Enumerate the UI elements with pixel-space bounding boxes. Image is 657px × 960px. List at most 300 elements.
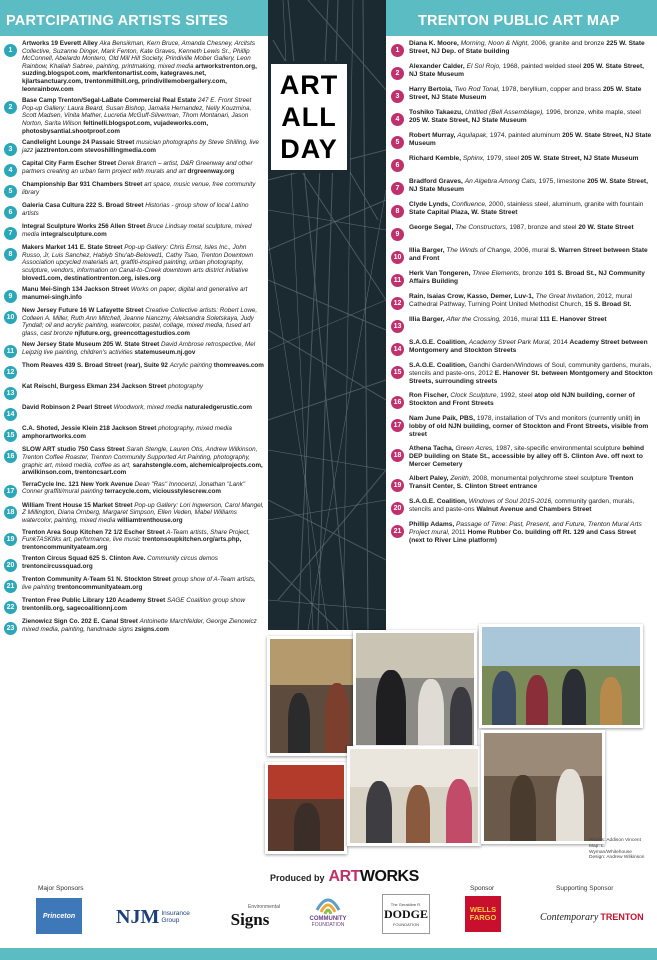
artist-name: Diana K. Moore, — [409, 40, 459, 47]
artwork-details: 2016, mural — [502, 316, 538, 323]
artist-site-title: Trenton Community A-Team 51 N. Stockton Street — [22, 576, 171, 584]
photo-credits — [589, 838, 649, 861]
artist-site-entry — [4, 502, 266, 525]
public-art-entry — [391, 316, 653, 333]
artist-site-text — [22, 555, 266, 570]
public-art-text — [409, 316, 607, 324]
njm-logo-sub1: Insurance — [161, 910, 190, 917]
public-art-text — [409, 270, 653, 286]
artist-site-entry — [4, 481, 266, 498]
artist-site-links: terracycle.com, viciousstylescrew.com — [104, 488, 221, 496]
artist-site-entry — [4, 618, 266, 635]
artist-name: Clyde Lynds, — [409, 201, 450, 208]
artist-site-text — [22, 576, 266, 591]
logo-line-2: ALL — [281, 102, 337, 132]
public-art-text — [409, 40, 653, 56]
bottom-banner — [0, 948, 657, 960]
artist-site-description: Creative Collective artists: Robert Lowe, Colleen A. Miller, Ruth Ann Mitchell, Jeanne Nanczny, Aleksandra Soletskaya, Judy Tyndall; oil and acrylic painting, watercolor, pastel, collage, mixed media, fused art glass, cast bronze — [22, 307, 258, 337]
artist-site-links: bloved1.com, destinationtrenton.org, isles.org — [22, 274, 161, 282]
artist-site-title: Integral Sculpture Works 256 Allen Street — [22, 223, 146, 231]
site-number-marker: 21 — [4, 580, 17, 593]
artist-site-description: Community circus demos — [147, 555, 218, 563]
public-art-list — [391, 40, 653, 551]
artwork-details: 1978, beryllium, copper and brass — [501, 86, 602, 93]
artist-site-title: Trenton Area Soup Kitchen 72 1/2 Escher Street — [22, 528, 165, 536]
artwork-details: 1974, painted aluminum — [489, 132, 561, 139]
public-art-entry — [391, 339, 653, 356]
artist-site-description: musician photographs by Steve Shilling, live jazz — [22, 139, 259, 154]
artist-name: Robert Murray, — [409, 132, 456, 139]
artist-name: Albert Paley, — [409, 475, 449, 482]
artist-site-title: David Robinson 2 Pearl Street — [22, 404, 112, 412]
artist-site-description: A-Team artists, Share Project, FunkTASKtiks art, performance, live music — [22, 528, 251, 544]
artwork-details: 1996, bronze, white maple, steel — [545, 109, 641, 116]
artist-site-entry — [4, 383, 266, 400]
site-number-marker: 13 — [4, 387, 17, 400]
artist-site-entry — [4, 555, 266, 572]
artist-site-links: integralsculpture.com — [40, 230, 107, 238]
artist-site-description: Antoinette Marchfelder, George Zienowicz mixed media, painting, handmade signs — [22, 618, 257, 633]
artist-site-title: New Jersey State Museum 205 W. State Street — [22, 341, 160, 349]
artwork-details: 1987, site-specific environmental sculpture — [495, 445, 621, 452]
artist-site-text — [22, 481, 266, 496]
artist-site-title: Makers Market 141 E. State Street — [22, 244, 123, 252]
dodge-logo-top: The Geraldine R. — [390, 901, 422, 907]
artist-site-text — [22, 40, 266, 93]
artwork-location: 205 W. State Street, NJ State Museum — [409, 132, 652, 147]
art-number-marker: 12 — [391, 297, 404, 310]
njm-logo-text: NJM — [116, 905, 160, 928]
artist-site-entry — [4, 425, 266, 442]
public-art-entry — [391, 109, 653, 126]
site-number-marker: 22 — [4, 601, 17, 614]
site-number-marker: 12 — [4, 366, 17, 379]
artist-site-entry — [4, 341, 266, 358]
artist-site-entry — [4, 307, 266, 337]
artist-name: Harry Bertoia, — [409, 86, 453, 93]
artist-site-entry — [4, 181, 266, 198]
art-number-marker: 3 — [391, 90, 404, 103]
artist-site-title: C.A. Shoted, Jessie Klein 218 Jackson Street — [22, 425, 157, 433]
artwork-title: Two Rod Tonal, — [454, 86, 500, 93]
artists-sites-title: PARTCIPATING ARTISTS SITES — [6, 13, 229, 29]
wells-fargo-line2: FARGO — [469, 913, 497, 922]
public-art-entry — [391, 224, 653, 241]
artist-site-title: TerraCycle Inc. 121 New York Avenue — [22, 480, 133, 488]
artwork-location: 101 S. Broad St., NJ Community Affairs Building — [409, 270, 645, 285]
public-art-text — [409, 293, 653, 309]
public-art-text — [409, 178, 653, 194]
artist-site-links: drgreenway.org — [187, 167, 235, 175]
artwork-location: Trenton Transit Center, S. Clinton Street entrance — [409, 475, 634, 490]
wells-fargo-logo — [465, 896, 501, 932]
public-art-text — [409, 155, 638, 163]
contemporary-text: Contemporary — [540, 911, 599, 923]
public-art-text — [409, 521, 653, 545]
artist-site-entry — [4, 529, 266, 552]
public-art-text — [409, 415, 653, 439]
artist-site-title: Artworks 19 Everett Alley — [22, 40, 98, 47]
artist-site-text — [22, 404, 252, 412]
site-number-marker: 5 — [4, 185, 17, 198]
dodge-logo-text: DODGE — [383, 906, 428, 921]
artist-site-entry — [4, 286, 266, 303]
artwork-title: The Great Invitation, — [535, 293, 596, 300]
art-number-marker: 5 — [391, 136, 404, 149]
art-number-marker: 1 — [391, 44, 404, 57]
photo-performance — [481, 730, 605, 844]
artist-site-description: Aka Bensikman, Kern Bruce, Amanda Chesney, Arcitsts Collective, Suzanne Dinger, Mark Fenton, Kate Graves, Kenneth Lewis Sr., Phillip McConnell, Abelardo Montero, Old Mill Hill Society, Prindiville Mober Gallery, Leon Rainbow, Khaliah Sabree, painting, printmaking, mixed media — [22, 40, 255, 70]
site-number-marker: 15 — [4, 429, 17, 442]
artwork-details: 2014 — [553, 339, 568, 346]
artwork-location: 205 W. State Street, NJ State Museum — [409, 178, 648, 193]
public-art-entry — [391, 415, 653, 439]
site-number-marker: 11 — [4, 345, 17, 358]
artwork-location: in lobby of old NJN building, corner of Stockton and Front Streets, visible from street — [409, 415, 649, 438]
artist-name: S.A.G.E. Coalition, — [409, 498, 467, 505]
site-number-marker: 7 — [4, 227, 17, 240]
artwork-title: Untitled (Bell Assemblage), — [464, 109, 545, 116]
artist-site-description: photography — [167, 383, 203, 391]
art-number-marker: 10 — [391, 251, 404, 264]
site-number-marker: 14 — [4, 408, 17, 421]
artist-site-text — [22, 202, 266, 217]
artwork-details: Gandhi Garden/Windows of Soul, community gardens, murals, stencils and paste-ons, 2012 — [409, 362, 652, 377]
artist-site-title: Thom Reaves 439 S. Broad Street (rear), Suite 92 — [22, 362, 168, 370]
artist-name: Ron Fischer, — [409, 392, 449, 399]
artist-site-title: Zienowicz Sign Co. 202 E. Canal Street — [22, 618, 138, 626]
artist-site-title: Capital City Farm Escher Street — [22, 160, 117, 168]
artwork-title: Passage of Time: Past, Present, and Future, Trenton Mural Arts Project mural, — [409, 521, 642, 536]
art-number-marker: 2 — [391, 67, 404, 80]
artist-site-description: 247 E. Front Street Pop-up Gallery: Laura Beard, Susan Bishop, Jamaila Hernandez, Nelly Kouzmina, Scott Madsen, Vinita Mather, Lucretia McGuff-Silverman, Thom Montanari, Jason Norton, Sarita Wilson — [22, 97, 252, 127]
public-art-entry — [391, 475, 653, 492]
photo-paintings-wall — [265, 762, 347, 854]
artist-site-title: Candlelight Lounge 24 Passaic Street — [22, 139, 135, 147]
artist-site-text — [22, 362, 264, 370]
artwork-location: behind DEP building on State St., accessible by alley off S. Clinton Ave. off next to Mercer Cemetery — [409, 445, 644, 468]
artist-site-text — [22, 425, 266, 440]
artist-site-description: Derek Branch – artist, D&R Greenway and other partners creating an urban farm project with murals and art — [22, 160, 253, 175]
artist-site-description: David Ambrose retrospective, Mel Leipzig live painting, children's activities — [22, 341, 256, 357]
art-number-marker: 16 — [391, 396, 404, 409]
art-number-marker: 14 — [391, 343, 404, 356]
artist-site-description: photography, mixed media — [158, 425, 232, 433]
artwork-title: Clock Sculpture, — [450, 392, 499, 399]
art-number-marker: 15 — [391, 366, 404, 379]
artwork-title: Aquilapak, — [457, 132, 489, 139]
art-number-marker: 13 — [391, 320, 404, 333]
artist-site-text — [22, 383, 203, 391]
artist-site-text — [22, 244, 266, 282]
artist-site-entry — [4, 362, 266, 379]
artist-site-title: Base Camp Trenton/Segal-LaBate Commercial Real Estate — [22, 97, 197, 105]
artist-site-description: Sarah Stengle, Lauren Otis, Andrew Wilkinson, Trenton Coffee Roaster, Trenton Community Supported Art Painting, photography, graphic art, mixed media, coffee as art, — [22, 446, 258, 469]
signs-logo-text: Signs — [230, 910, 270, 929]
artwork-location: State Capital Plaza, W. State Street — [409, 209, 518, 216]
artwork-details: 1978, installation of TVs and monitors (currently unlit) — [476, 415, 633, 422]
artwork-title: Academy Street Park Mural, — [468, 339, 552, 346]
artwork-location: Walnut Avenue and Chambers Street — [476, 506, 592, 513]
artist-site-description: Bruce Lindsay metal sculpture, mixed media — [22, 223, 252, 238]
artwork-location: 111 E. Hanover Street — [539, 316, 607, 323]
artist-name: Phillip Adams, — [409, 521, 455, 528]
art-number-marker: 19 — [391, 479, 404, 492]
public-art-text — [409, 132, 653, 148]
artist-name: Alexander Calder, — [409, 63, 465, 70]
sponsor-label: Sponsor — [470, 885, 495, 892]
njm-logo — [116, 904, 196, 930]
credit-map: Map: L. Wyman/Whitehouse — [589, 843, 632, 855]
public-art-entry — [391, 40, 653, 57]
public-art-entry — [391, 362, 653, 386]
artist-name: Richard Kemble, — [409, 155, 462, 162]
artist-name: Toshiko Takaezu, — [409, 109, 463, 116]
site-number-marker: 20 — [4, 559, 17, 572]
produced-by-label: Produced by — [270, 873, 325, 883]
artwork-title: Confluence, — [451, 201, 487, 208]
artwork-title: Windows of Soul 2015-2016, — [468, 498, 553, 505]
supporting-sponsor-label: Supporting Sponsor — [556, 885, 614, 892]
site-number-marker: 4 — [4, 164, 17, 177]
artwork-location: E. Hanover St. between Montgomery and Stockton Streets, surrounding streets — [409, 370, 653, 385]
artist-site-entry — [4, 223, 266, 240]
artist-site-title: William Trent House 15 Market Street — [22, 501, 133, 509]
artist-name: George Segal, — [409, 224, 454, 231]
artwork-details: 2008, monumental polychrome steel sculpture — [472, 475, 608, 482]
artwork-title: Sphinx, — [462, 155, 485, 162]
public-art-map-title: TRENTON PUBLIC ART MAP — [418, 13, 620, 29]
princeton-logo: Princeton — [36, 898, 82, 934]
artist-site-text — [22, 286, 266, 301]
artwork-title: Zenith, — [450, 475, 471, 482]
artist-site-text — [22, 139, 266, 154]
site-number-marker: 9 — [4, 290, 17, 303]
artist-site-links: feltinelli.blogspot.com, vujadeworks.com, photosbysantial.shootproof.com — [22, 119, 209, 135]
artist-site-text — [22, 341, 266, 356]
artist-site-entry — [4, 97, 266, 135]
artist-site-title: Galeria Casa Cultura 222 S. Broad Street — [22, 202, 144, 210]
artist-name: Illia Barger, — [409, 316, 445, 323]
photo-artist-talk — [353, 630, 477, 748]
artist-site-links: artworkstrenton.org, suzding.blogspot.com, markfentonartist.com, kategraves.net, kjlartsanctuary.com, trentonmillhill.org, prindivillemobergallery.com, leonrainbow.com — [22, 62, 257, 93]
artist-site-description: Pop-up Gallery: Chris Ernst, Isles Inc., John Russo, Jr, Luis Sanchez, Habiyb Shu'ab-Beloved1, Cathy Tsao, Trenton Downtown Association upcycled materials art, graffiti-inspired painting, urban photography, sculpture, vendors, information on Canal-to-Creek downtown arts district initiative — [22, 244, 254, 274]
art-all-day-logo — [268, 61, 350, 173]
public-art-text — [409, 392, 653, 408]
artist-site-description: group show of A-Team artists, live painting — [22, 576, 256, 591]
artwork-details: 2006, mural — [513, 247, 549, 254]
artist-site-text — [22, 618, 266, 633]
art-number-marker: 20 — [391, 502, 404, 515]
site-number-marker: 2 — [4, 101, 17, 114]
njm-logo-sub2: Group — [161, 917, 180, 924]
artist-site-links: amphorartworks.com — [22, 433, 87, 441]
artist-site-description: Woodwork, mixed media — [113, 404, 183, 412]
artwork-title: Green Acres, — [455, 445, 495, 452]
site-number-marker: 18 — [4, 506, 17, 519]
artwork-title: Three Elements, — [472, 270, 521, 277]
public-art-entry — [391, 392, 653, 409]
artist-site-links: naturaledgerustic.com — [184, 404, 252, 412]
public-art-text — [409, 475, 653, 491]
art-number-marker: 6 — [391, 159, 404, 172]
artist-site-text — [22, 529, 266, 552]
artwork-details: 1987, bronze and steel — [509, 224, 577, 231]
public-art-text — [409, 109, 653, 125]
artist-name: Rain, Isaias Crow, Kasso, Demer, Luv-1, — [409, 293, 534, 300]
artist-name: Nam June Paik, PBS, — [409, 415, 475, 422]
logo-line-3: DAY — [280, 134, 338, 164]
public-art-entry — [391, 270, 653, 287]
artworks-logo — [329, 868, 419, 886]
site-number-marker: 3 — [4, 143, 17, 156]
art-number-marker: 7 — [391, 182, 404, 195]
artist-site-entry — [4, 404, 266, 421]
artwork-location: S. Warren Street between State and Front — [409, 247, 648, 262]
artwork-location: 205 W. State Street, NJ State Museum — [409, 117, 527, 124]
artwork-details: 1992, steel — [500, 392, 533, 399]
public-art-entry — [391, 86, 653, 103]
art-number-marker: 17 — [391, 419, 404, 432]
artist-site-title: Kat Reischl, Burgess Ekman 234 Jackson Street — [22, 383, 167, 391]
artist-name: Herk Van Tongeren, — [409, 270, 471, 277]
site-number-marker: 16 — [4, 450, 17, 463]
art-number-marker: 8 — [391, 205, 404, 218]
artwork-location: 205 W. State Street, NJ State Museum — [409, 86, 642, 101]
artwork-location: 20 W. State Street — [578, 224, 634, 231]
artwork-title: The Winds of Change, — [446, 247, 512, 254]
artist-name: Illia Barger, — [409, 247, 445, 254]
photo-collage — [265, 622, 657, 852]
artist-name: Athena Tacha, — [409, 445, 454, 452]
artist-site-description: Dean "Ras" Innocenzi, Jonathan "Lank" Conner graffiti/mural painting — [22, 480, 246, 496]
artist-site-description: art space, music venue, free community library — [22, 181, 256, 196]
artwork-details: 2000, stainless steel, aluminum, granite with fountain — [488, 201, 644, 208]
artwork-location: 15 S. Broad St. — [584, 301, 632, 308]
artwork-title: The Constructors, — [455, 224, 508, 231]
artist-site-title: Trenton Free Public Library 120 Academy Street — [22, 597, 166, 605]
artist-site-title: Manu Mei-Singh 134 Jackson Street — [22, 286, 130, 294]
artist-site-links: trentonsoupkitchen.org/arts.php, trentoncommunityateam.org — [22, 536, 242, 551]
public-art-text — [409, 224, 634, 232]
public-art-entry — [391, 132, 653, 149]
artist-name: S.A.G.E. Coalition, — [409, 362, 467, 369]
public-art-entry — [391, 178, 653, 195]
public-art-text — [409, 362, 653, 386]
public-art-entry — [391, 201, 653, 218]
artist-site-description: Historias - group show of local Latino artists — [22, 202, 249, 217]
photo-gallery-interior — [267, 636, 365, 756]
artwork-title: El Sol Rojo, — [466, 63, 502, 70]
artist-site-links: statemuseum.nj.gov — [134, 349, 196, 357]
artist-site-text — [22, 181, 266, 196]
public-art-text — [409, 247, 653, 263]
public-art-entry — [391, 521, 653, 545]
artist-name: Bradford Graves, — [409, 178, 463, 185]
artwork-details: 1979, steel — [486, 155, 519, 162]
art-number-marker: 11 — [391, 274, 404, 287]
artist-site-description: Acrylic painting — [169, 362, 213, 370]
public-art-text — [409, 339, 653, 355]
site-number-marker: 10 — [4, 311, 17, 324]
artist-site-text — [22, 97, 266, 135]
artwork-details: 1968, painted welded steel — [502, 63, 582, 70]
artwork-location: Home Rubber Co. building off Rt. 129 and Cass Street (next to River Line platform) — [409, 529, 637, 544]
artworks-logo-art: ART — [328, 868, 360, 885]
public-art-entry — [391, 63, 653, 80]
artwork-details: 2011 — [451, 529, 466, 536]
artist-site-links: thomreaves.com — [213, 362, 264, 370]
site-number-marker: 1 — [4, 44, 17, 57]
artist-name: S.A.G.E. Coalition, — [409, 339, 467, 346]
artist-site-title: New Jersey Future 16 W Lafayette Street — [22, 307, 144, 315]
artworks-logo-works: WORKS — [359, 868, 419, 885]
artist-site-title: Trenton Circus Squad 625 S. Clinton Ave. — [22, 555, 146, 563]
wells-fargo-line1: WELLS — [469, 905, 497, 914]
major-sponsors-label: Major Sponsors — [38, 885, 84, 892]
contemporary-trenton-logo — [540, 904, 644, 930]
community-foundation-icon — [315, 894, 341, 916]
artist-site-links: trentoncommunityateam.org — [57, 584, 143, 591]
public-art-entry — [391, 155, 653, 172]
artist-site-links: williamtrenthouse.org — [117, 517, 183, 525]
artist-site-entry — [4, 576, 266, 593]
artist-site-description: Pop-up Gallery: Lori Ingwerson, Carol Mangel, Z Millington, Diana Ornberg, Margaret Simpson, Ellen Veden, Mabel Williams watercolor, painting, mixed media — [22, 501, 264, 525]
public-art-text — [409, 201, 653, 217]
artist-site-entry — [4, 597, 266, 614]
artists-sites-list — [4, 40, 266, 639]
logo-line-1: ART — [279, 70, 339, 100]
public-art-entry — [391, 293, 653, 310]
site-number-marker: 19 — [4, 533, 17, 546]
community-foundation-text: COMMUNITY — [309, 916, 347, 922]
artist-site-entry — [4, 244, 266, 282]
credit-design: Design: Andrew Wilkinson — [589, 855, 645, 861]
site-number-marker: 8 — [4, 248, 17, 261]
signs-logo-sub: Environmental — [248, 904, 280, 910]
photo-street-crowd — [479, 624, 643, 728]
artwork-details: bronze — [522, 270, 543, 277]
public-art-text — [409, 498, 653, 514]
artist-site-description: Works on paper, digital and generative art — [130, 286, 248, 294]
dodge-logo-sub: FOUNDATION — [392, 921, 420, 927]
public-art-entry — [391, 445, 653, 469]
artwork-details: 2012, mural Cathedral Pathway, Turning Point United Methodist Church, — [409, 293, 632, 308]
artwork-location: 205 W. State Street, NJ State Museum — [409, 63, 644, 78]
artist-site-text — [22, 446, 266, 476]
site-number-marker: 23 — [4, 622, 17, 635]
artist-site-entry — [4, 139, 266, 156]
artist-site-text — [22, 160, 266, 175]
art-number-marker: 21 — [391, 525, 404, 538]
artwork-details: community garden, murals, stencils and paste-ons — [409, 498, 635, 513]
artist-site-links: manumei-singh.info — [22, 293, 82, 301]
public-art-text — [409, 63, 653, 79]
artwork-details: 1975, limestone — [538, 178, 586, 185]
art-number-marker: 4 — [391, 113, 404, 126]
artist-site-entry — [4, 202, 266, 219]
artist-site-text — [22, 223, 266, 238]
artwork-title: Morning, Noon & Night, — [460, 40, 530, 47]
artwork-location: 225 W. State Street, NJ Dep. of State building — [409, 40, 645, 55]
artwork-location: atop old NJN building, corner of Stockton and Front Streets — [409, 392, 635, 407]
artist-site-entry — [4, 40, 266, 93]
artwork-details: 2006, granite and bronze — [531, 40, 605, 47]
public-art-text — [409, 445, 653, 469]
artwork-title: After the Crossing, — [446, 316, 502, 323]
art-number-marker: 18 — [391, 449, 404, 462]
public-art-entry — [391, 247, 653, 264]
